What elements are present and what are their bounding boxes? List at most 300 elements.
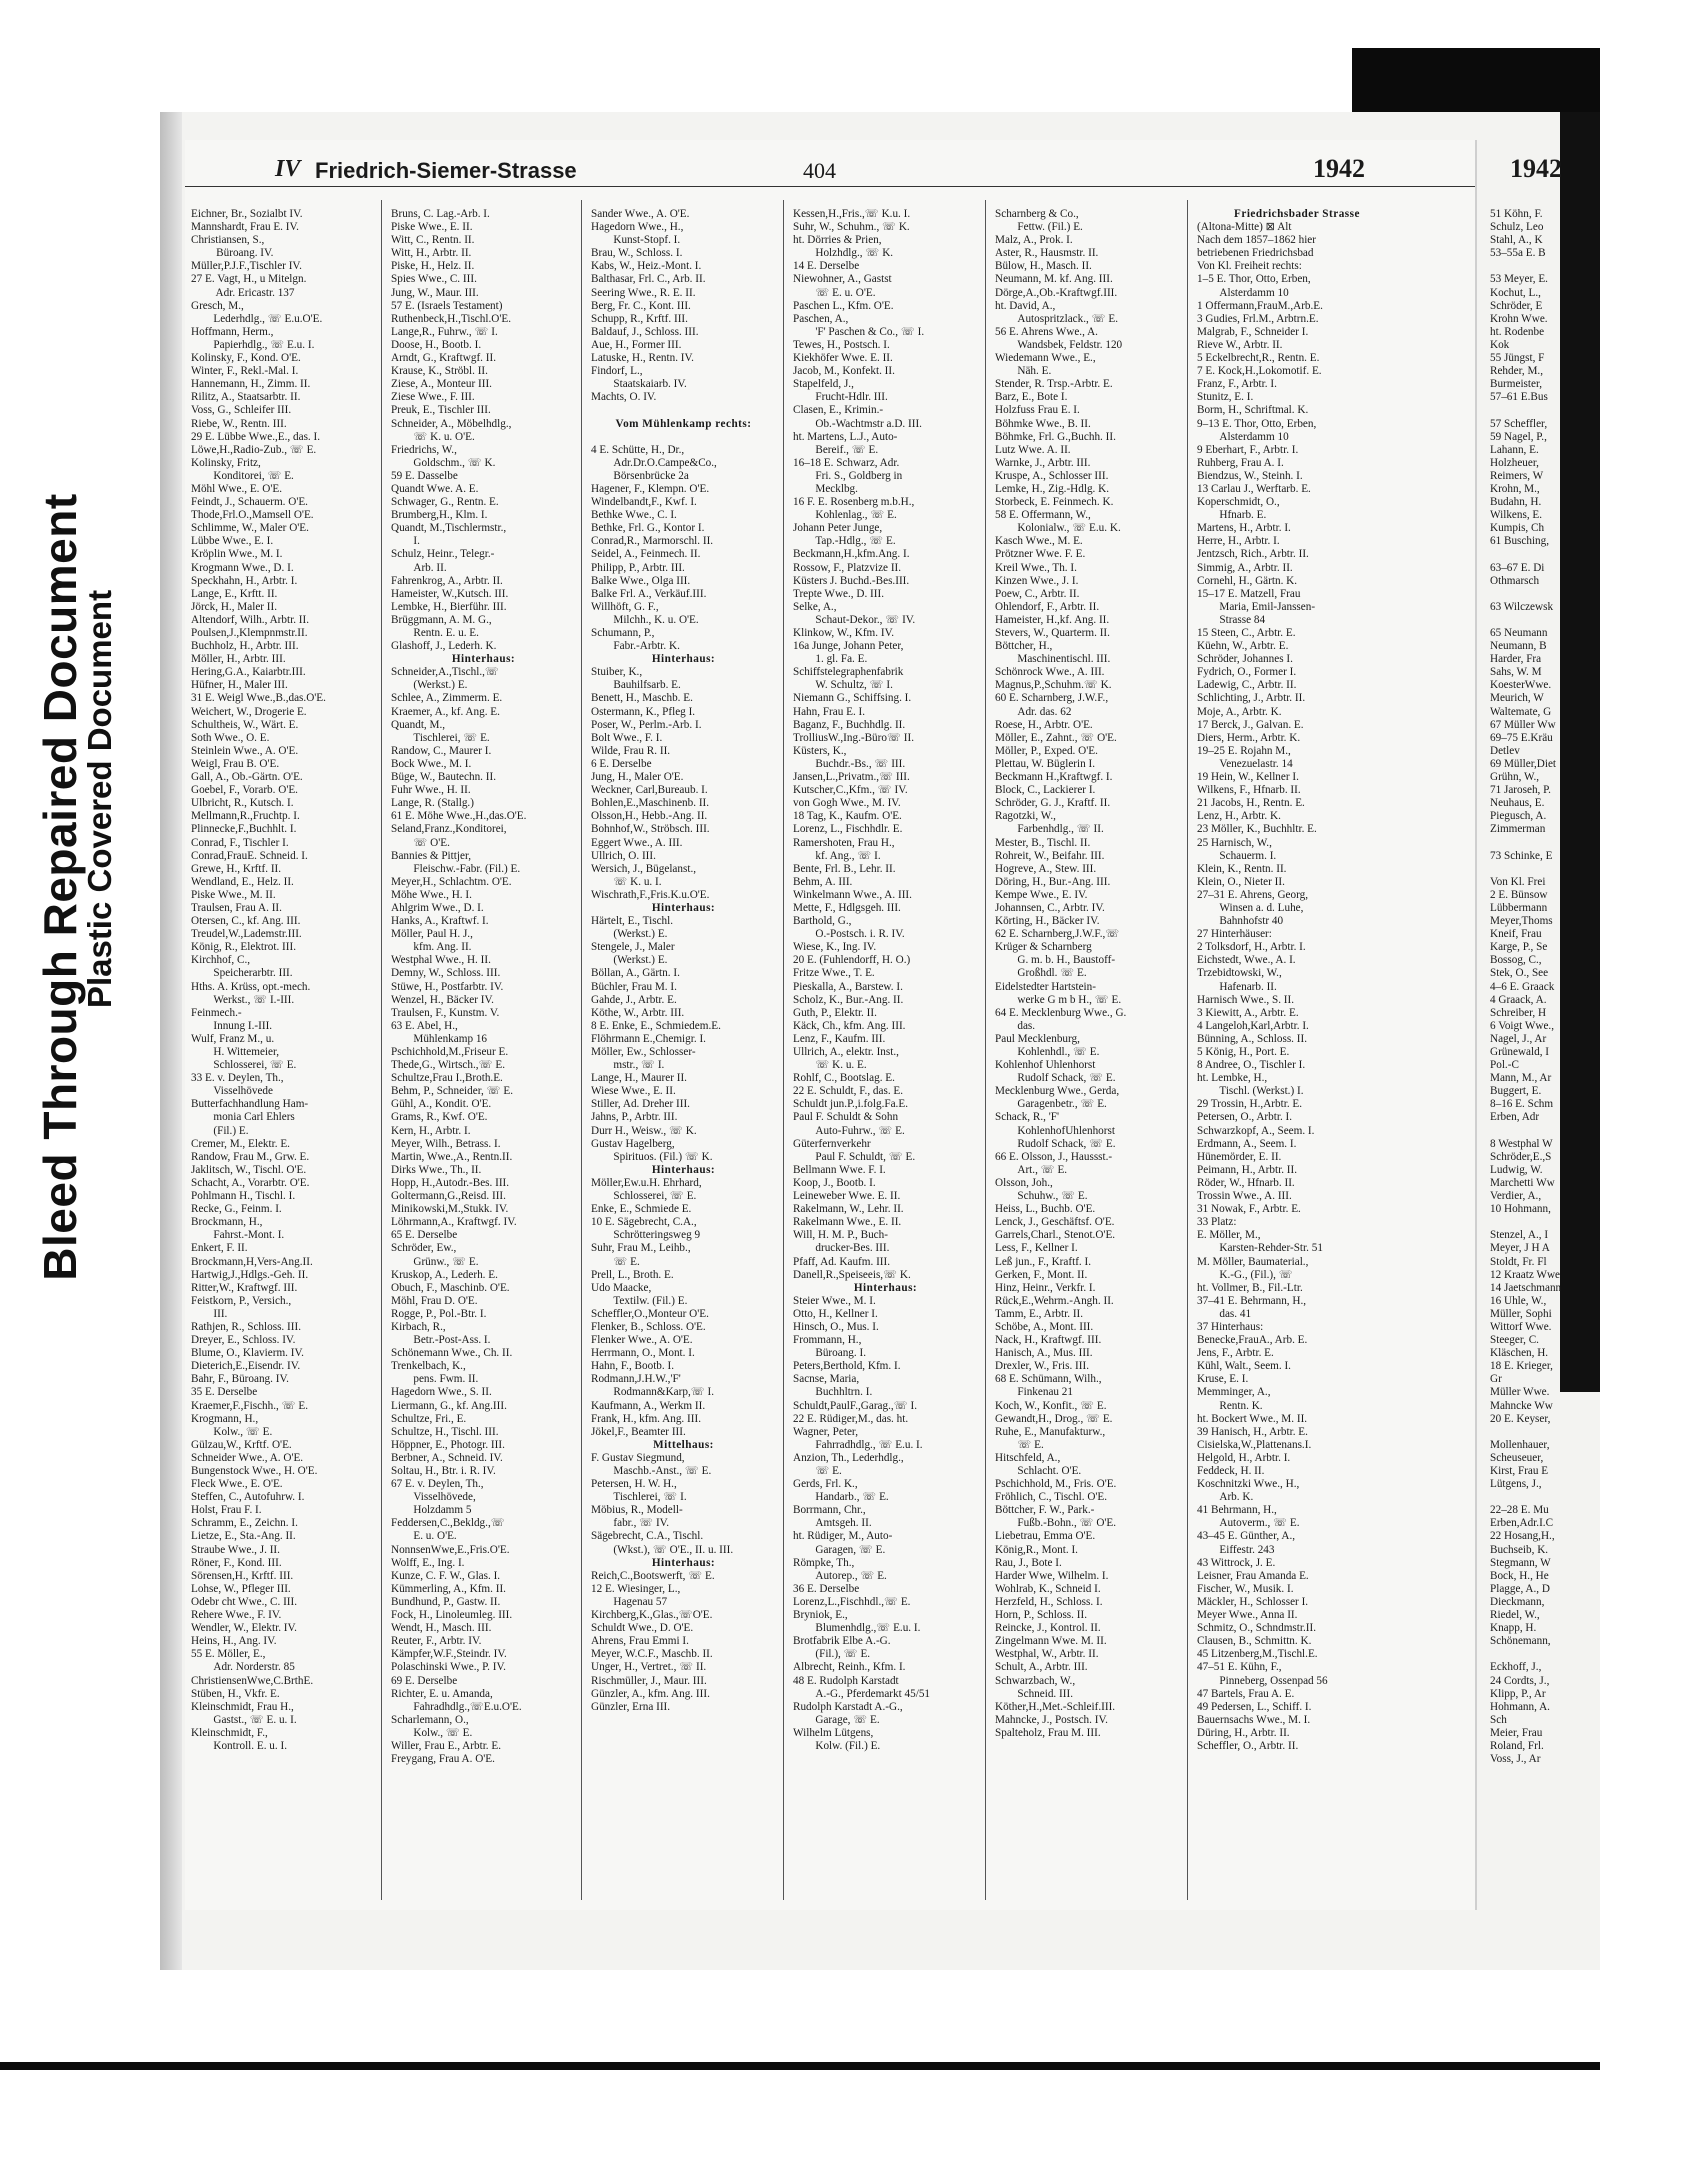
directory-entry: Buchdr.-Bs., ☏ III. (793, 757, 906, 770)
directory-entry: 22–28 E. Mu (1490, 1504, 1549, 1517)
directory-entry: Piske, H., Helz. II. (391, 260, 475, 273)
directory-entry: Liermann, G., kf. Ang.III. (391, 1399, 507, 1412)
directory-entry: Müller Wwe. (1490, 1386, 1550, 1399)
directory-entry: Jacob, M., Konfekt. II. (793, 365, 895, 378)
directory-entry: Will, H. M. P., Buch- (793, 1229, 888, 1242)
directory-entry: Schröder,E.,S (1490, 1150, 1552, 1163)
directory-entry (591, 404, 776, 417)
directory-entry: Holzfuss Frau E. I. (995, 404, 1080, 417)
directory-entry: Johannsen, C., Arbtr. IV. (995, 901, 1105, 914)
directory-entry: Schuldt jun.P.,i.folg.Fa.E. (793, 1098, 908, 1111)
directory-entry: Dieterich,E.,Eisendr. IV. (191, 1360, 301, 1373)
directory-entry: Feddeck, H. II. (1197, 1465, 1265, 1477)
directory-entry: Bohnhof,W., Ströbsch. III. (591, 823, 710, 836)
directory-entry: Rehere Wwe., F. IV. (191, 1609, 282, 1622)
directory-entry: Möller,Ew.u.H. Ehrhard, (591, 1176, 702, 1189)
directory-entry: Rakelmann, W., Lehr. II. (793, 1203, 904, 1216)
directory-entry: Hagenau 57 (591, 1595, 668, 1608)
directory-entry: Hinterhaus: (651, 1163, 716, 1176)
directory-entry: Müller, Sophi (1490, 1307, 1552, 1320)
directory-entry: Stuiber, K., (591, 666, 643, 679)
directory-entry: Bellmann Wwe. F. I. (793, 1163, 886, 1176)
directory-entry: 57–61 E.Bus (1490, 391, 1548, 404)
directory-entry: Ohlendorf, F., Arbtr. II. (995, 600, 1100, 613)
directory-entry: Eggert Wwe., A. III. (591, 836, 683, 849)
directory-entry: ☏ K. u. E. (793, 1059, 867, 1072)
directory-entry: Prötzner Wwe. F. E. (995, 548, 1086, 561)
directory-entry: Jentzsch, Rich., Arbtr. II. (1197, 548, 1309, 561)
directory-entry: Baldauf, J., Schloss. III. (591, 325, 699, 338)
directory-entry: Rodmann,J.H.W.,'F' (591, 1373, 681, 1386)
adjacent-page-fragment (1490, 140, 1562, 1766)
directory-entry: Kempe Wwe., E. IV. (995, 888, 1088, 901)
directory-entry: Leisner, Frau Amanda E. (1197, 1569, 1309, 1582)
directory-entry: 7 E. Kock,H.,Lokomotif. E. (1197, 365, 1322, 378)
directory-entry: Gall, A., Ob.-Gärtn. O'E. (191, 771, 303, 784)
directory-entry: Tamm, E., Arbtr. II. (995, 1307, 1084, 1320)
directory-entry: Rentn. K. (1197, 1399, 1263, 1412)
directory-entry: 18 Tag, K., Kaufm. O'E. (793, 810, 902, 823)
directory-entry: Beckmann,H.,kfm.Ang. I. (793, 548, 910, 561)
directory-entry: O.-Postsch. i. R. IV. (793, 928, 905, 941)
directory-entry: Frucht-Hdlr. III. (793, 391, 888, 404)
directory-entry: Lübbermann (1490, 901, 1548, 914)
directory-entry: Handarb., ☏ E. (793, 1491, 889, 1504)
directory-entry: Block, C., Lackierer I. (995, 784, 1096, 797)
directory-entry: Balke Wwe., Olga III. (591, 574, 691, 587)
directory-entry: Wagner, Peter, (793, 1425, 858, 1438)
directory-entry: Willhöft, G. F., (591, 600, 659, 613)
directory-entry: Ramershoten, Frau H., (793, 836, 895, 849)
directory-entry: Pfaff, Ad. Kaufm. III. (793, 1255, 891, 1268)
directory-entry: Wiese Wwe., E. II. (591, 1085, 676, 1098)
directory-entry: Friedrichsbader Strasse (1234, 208, 1360, 220)
directory-entry: 4 Graack, A. (1490, 993, 1547, 1006)
directory-entry: ht. David, A., (995, 299, 1056, 312)
directory-entry: Paschen L., Kfm. O'E. (793, 299, 894, 312)
directory-entry: Rossow, F., Platzvize II. (793, 561, 902, 574)
directory-entry: Ullrich, A., elektr. Inst., (793, 1046, 899, 1058)
directory-entry: Brau, W., Schloss. I. (591, 247, 683, 260)
directory-entry: 65 E. Derselbe (391, 1229, 458, 1242)
directory-entry: Schreiber, H (1490, 1006, 1547, 1019)
directory-entry: Konditorei, ☏ E. (191, 469, 294, 482)
directory-entry: Clasen, E., Krimin.- (793, 404, 884, 417)
directory-entry: Schultze, H., Tischl. III. (391, 1425, 499, 1438)
directory-entry: Hameister, W.,Kutsch. III. (391, 587, 509, 600)
directory-entry: Lorenz, L., Fischhdlr. E. (793, 823, 903, 836)
directory-entry: ht. Martens, L.J., Auto- (793, 430, 898, 443)
directory-entry: Franz, F., Arbtr. I. (1197, 378, 1277, 391)
directory-entry: Wenzel, H., Bäcker IV. (391, 993, 494, 1006)
directory-entry: Fahrradhdlg., ☏ E.u. I. (793, 1438, 923, 1451)
directory-entry: Harder Wwe, Wilhelm. I. (995, 1569, 1109, 1582)
directory-entry: 20 E. Keyser, (1490, 1412, 1551, 1425)
directory-entry: Eiffestr. 243 (1197, 1543, 1275, 1556)
directory-entry: Schönrock Wwe., A. III. (995, 666, 1105, 679)
directory-entry: Thode,Frl.O.,Mamsell O'E. (191, 509, 314, 522)
directory-entry: Reich,C.,Bootswerft, ☏ E. (591, 1569, 715, 1582)
directory-entry: Büroang. IV. (191, 247, 274, 260)
directory-entry: Lange, H., Maurer II. (591, 1072, 687, 1085)
directory-entry: Rogge, P., Pol.-Btr. I. (391, 1307, 487, 1320)
directory-entry: Schlimme, W., Maler O'E. (191, 522, 309, 535)
directory-entry: Trenkelbach, K., (391, 1360, 466, 1373)
directory-entry: Westphal Wwe., H. II. (391, 954, 491, 967)
directory-entry: Jung, W., Maur. III. (391, 286, 479, 299)
directory-entry: Plinnecke,F.,Buchhlt. I. (191, 823, 297, 836)
directory-entry: Hoffmann, Herm., (191, 325, 274, 338)
directory-entry: Wilkens, E. (1490, 509, 1543, 522)
directory-entry: 59 E. Dasselbe (391, 469, 458, 482)
directory-column-2 (391, 208, 576, 1898)
directory-entry: 61 E. Möhe Wwe.,H.,das.O'E. (391, 810, 527, 823)
directory-entry: Rathjen, R., Schloss. III. (191, 1320, 302, 1333)
directory-entry: Liebetrau, Emma O'E. (995, 1530, 1096, 1543)
directory-entry: Grühn, W., (1490, 771, 1540, 784)
directory-entry: Westphal, W., Arbtr. II. (995, 1648, 1099, 1661)
directory-entry: 36 E. Derselbe (793, 1582, 860, 1595)
directory-entry: 16–18 E. Schwarz, Adr. (793, 456, 900, 469)
directory-entry: Hanisch, A., Mus. III. (995, 1347, 1093, 1360)
directory-entry: Winsen a. d. Luhe, (1197, 901, 1304, 914)
directory-entry: Hohmann, A. (1490, 1700, 1550, 1713)
directory-entry: 25 Harnisch, W., (1197, 836, 1272, 849)
directory-entry: 12 E. Wiesinger, L., (591, 1582, 681, 1595)
adjacent-column (1490, 208, 1690, 1766)
directory-entry: König, R., Elektrot. III. (191, 941, 297, 954)
directory-entry: Soth Wwe., O. E. (191, 731, 270, 744)
directory-entry: Büchler, Frau M. I. (591, 980, 677, 993)
directory-entry: Conrad,R., Marmorschl. II. (591, 535, 714, 548)
directory-entry: E. Möller, M., (1197, 1229, 1261, 1242)
directory-entry: Biendzus, W., Steinh. I. (1197, 469, 1303, 482)
directory-entry: Olsson, Joh., (995, 1176, 1053, 1189)
directory-entry: Lembke, H., Bierführ. III. (391, 600, 507, 613)
directory-entry: Kolw., ☏ E. (391, 1726, 473, 1739)
directory-entry: Buchseib, K. (1490, 1543, 1549, 1556)
directory-entry: betriebenen Friedrichsbad (1197, 247, 1314, 260)
directory-entry: Günzler, Erna III. (591, 1700, 671, 1713)
directory-entry: Steier Wwe., M. I. (793, 1294, 876, 1307)
directory-entry: Krohn, M., (1490, 482, 1540, 495)
directory-entry: Meyer, J H A (1490, 1242, 1550, 1255)
directory-entry: ht. Dörries & Prien, (793, 234, 882, 247)
directory-entry: Kok (1490, 338, 1510, 351)
directory-entry: Koschnitzki Wwe., H., (1197, 1478, 1300, 1491)
directory-entry: Fahrst.-Mont. I. (191, 1229, 285, 1242)
directory-entry: 63–67 E. Di (1490, 561, 1545, 574)
directory-entry: 53–55a E. B (1490, 247, 1546, 260)
directory-entry: 73 Schinke, E (1490, 849, 1553, 862)
directory-entry: Bannies & Pittjer, (391, 849, 472, 862)
directory-entry: Guth, P., Elektr. II. (793, 1006, 877, 1019)
directory-entry: Stunitz, E. I. (1197, 391, 1254, 404)
directory-entry: Hinterhaus: (651, 901, 716, 914)
directory-entry: Böllan, A., Gärtn. I. (591, 967, 680, 980)
directory-entry: K.-G., (Fil.), ☏ (1197, 1268, 1293, 1281)
directory-entry: König,R., Mont. I. (995, 1543, 1078, 1556)
directory-entry: Schröder, E (1490, 299, 1543, 312)
directory-entry: Kohlenhdl., ☏ E. (995, 1046, 1100, 1058)
directory-entry: Piske Wwe., M. II. (191, 888, 276, 901)
directory-entry: 56 E. Ahrens Wwe., A. (995, 325, 1098, 338)
directory-entry: KoesterWwe. (1490, 679, 1552, 692)
directory-entry: mstr., ☏ I. (591, 1059, 665, 1072)
directory-entry: Kirchberg,K.,Glas.,☏O'E. (591, 1609, 713, 1622)
directory-entry: Scholz, K., Bur.-Ang. II. (793, 993, 904, 1006)
directory-entry: 71 Jaroseh, P. (1490, 784, 1551, 797)
directory-entry: Bungenstock Wwe., H. O'E. (191, 1465, 318, 1477)
directory-entry: Steinlein Wwe., A. O'E. (191, 744, 299, 757)
directory-entry: Erdmann, A., Seem. I. (1197, 1137, 1297, 1150)
directory-entry: Ziese Wwe., F. III. (391, 391, 475, 404)
directory-entry: Mellmann,R.,Fruchtp. I. (191, 810, 300, 823)
directory-entry: Güterfernverkehr (793, 1137, 871, 1150)
directory-entry: Autospritzlack., ☏ E. (995, 312, 1119, 325)
directory-entry: Bethke Wwe., C. I. (591, 509, 677, 522)
directory-entry: Jung, H., Maler O'E. (591, 771, 684, 784)
directory-entry: Schumann, P., (591, 627, 655, 639)
directory-entry: Tewes, H., Postsch. I. (793, 338, 890, 351)
directory-entry: Rudolph Karstadt A.-G., (793, 1700, 903, 1713)
bleed-through-label: Bleed Through Repaired Document (34, 493, 86, 1281)
directory-entry: Rieve W., Arbtr. II. (1197, 338, 1283, 351)
directory-entry: Reincke, J., Kontrol. II. (995, 1622, 1101, 1635)
directory-entry: Hopp, H.,Autodr.-Bes. III. (391, 1176, 510, 1189)
directory-entry: Feddersen,C.,Bekldg.,☏ (391, 1517, 505, 1530)
directory-entry: Hinsch, O., Mus. I. (793, 1320, 879, 1333)
directory-entry: Vom Mühlenkamp rechts: (615, 417, 752, 430)
directory-entry: Behm, P., Schneider, ☏ E. (391, 1085, 513, 1098)
directory-entry: Gerken, F., Mont. II. (995, 1268, 1088, 1281)
directory-entry: Malz, A., Prok. I. (995, 234, 1073, 247)
directory-entry: 9–13 E. Thor, Otto, Erben, (1197, 417, 1317, 430)
directory-entry: Traulsen, Frau A. II. (191, 901, 282, 914)
directory-entry: Budahn, H. (1490, 496, 1542, 509)
directory-entry: Neuhaus, E. (1490, 797, 1545, 810)
directory-entry: 66 E. Olsson, J., Haussst.- (995, 1150, 1113, 1163)
directory-entry: Dirks Wwe., Th., II. (391, 1163, 482, 1176)
directory-entry: Udo Maacke, (591, 1281, 652, 1294)
directory-entry: 27 Hinterhäuser: (1197, 928, 1272, 941)
directory-entry: Hths. A. Krüss, opt.-mech. (191, 980, 311, 993)
directory-entry: (Altona-Mitte) ⊠ Alt (1197, 221, 1292, 234)
directory-entry: Bock, H., He (1490, 1569, 1549, 1582)
directory-entry: Mittelhaus: (653, 1438, 714, 1451)
directory-entry: Schult, A., Arbtr. III. (995, 1661, 1088, 1674)
directory-entry: Koch, W., Konfit., ☏ E. (995, 1399, 1107, 1412)
directory-entry: Kirst, Frau E (1490, 1465, 1549, 1477)
directory-entry: Koop, J., Bootb. I. (793, 1176, 876, 1189)
directory-entry: Hering,G.A., Kaiarbtr.III. (191, 666, 306, 679)
directory-entry: Aue, H., Former III. (591, 338, 682, 351)
column-rule (985, 200, 986, 1900)
directory-entry: Stender, R. Trsp.-Arbtr. E. (995, 378, 1113, 391)
directory-entry: 69 E. Derselbe (391, 1674, 458, 1687)
directory-entry: Piegusch, A. (1490, 810, 1547, 823)
directory-entry: F. Gustav Siegmund, (591, 1451, 685, 1464)
directory-entry: Klipp, P., Ar (1490, 1687, 1546, 1700)
directory-entry: 47–51 E. Kühn, F., (1197, 1661, 1282, 1674)
directory-entry: Waltemate, G (1490, 705, 1552, 718)
directory-entry: Holzheuer, (1490, 456, 1539, 469)
directory-entry: Meurich, W (1490, 692, 1544, 705)
directory-entry: Küsters, K., (793, 744, 847, 757)
directory-entry: Barthold, G., (793, 915, 852, 928)
district-numeral: IV (275, 156, 301, 182)
directory-entry: Stüwe, H., Postfarbtr. IV. (391, 980, 504, 993)
directory-entry: Alsterdamm 10 (1197, 286, 1289, 299)
directory-entry: Aster, R., Hausmstr. II. (995, 247, 1099, 260)
directory-entry: Böttcher, H., (995, 640, 1053, 653)
directory-entry: Zingelmann Wwe. M. II. (995, 1635, 1107, 1648)
directory-entry: Feistkorn, P., Versich., (191, 1294, 292, 1307)
directory-entry: 31 E. Weigl Wwe.,B.,das.O'E. (191, 692, 326, 705)
directory-entry (1490, 548, 1690, 561)
directory-entry: Meyer, W.C.F., Maschb. II. (591, 1648, 713, 1661)
directory-entry: Krause, K., Ströbl. II. (391, 365, 488, 378)
directory-entry (1490, 588, 1690, 601)
directory-entry: 63 E. Abel, H., (391, 1019, 458, 1032)
directory-entry: Tischl. (Werkst.) I. (1197, 1085, 1304, 1098)
directory-entry: Stenzel, A., I (1490, 1229, 1549, 1242)
directory-entry: TrolliusW.,Ing.-Büro☏ II. (793, 731, 915, 744)
directory-entry: Kraemer, A., kf. Ang. E. (391, 705, 500, 718)
directory-entry: Stapelfeld, J., (793, 378, 854, 391)
directory-entry: Seidel, A., Feinmech. II. (591, 548, 701, 561)
directory-entry: Freygang, Frau A. O'E. (391, 1753, 495, 1766)
directory-entry: Adr.Dr.O.Campe&Co., (591, 456, 717, 469)
directory-entry: Meyer,H., Schlachtm. O'E. (391, 875, 512, 888)
directory-entry: Willer, Frau E., Arbtr. E. (391, 1739, 502, 1752)
directory-entry: Scharnberg & Co., (995, 208, 1079, 220)
directory-entry: 13 Carlau J., Werftarb. E. (1197, 482, 1311, 495)
directory-entry: kf. Ang., ☏ I. (793, 849, 881, 862)
directory-entry: Von Kl. Frei (1490, 875, 1546, 888)
directory-entry: Bauernsachs Wwe., M. I. (1197, 1713, 1311, 1726)
directory-entry: Rilitz, A., Staatsarbtr. II. (191, 391, 301, 404)
directory-entry: Bundhund, P., Gastw. II. (391, 1595, 501, 1608)
directory-entry: Rudolf Schack, ☏ E. (995, 1137, 1116, 1150)
directory-entry: Höppner, E., Photogr. III. (391, 1438, 505, 1451)
directory-entry: Doose, H., Bootb. I. (391, 338, 482, 351)
directory-entry: ☏ E. (995, 1438, 1044, 1451)
directory-entry: Ob.-Wachtmstr a.D. III. (793, 417, 922, 430)
directory-entry: Büroang. I. (793, 1347, 867, 1360)
directory-entry: 60 E. Scharnberg, J.W.F., (995, 692, 1109, 705)
directory-entry: Kinzen Wwe., J. I. (995, 574, 1079, 587)
directory-entry: Spirituos. (Fil.) ☏ K. (591, 1150, 713, 1163)
directory-entry (1490, 1216, 1690, 1229)
directory-entry: 21 Jacobs, H., Rentn. E. (1197, 797, 1305, 810)
directory-entry: Visselhövede, (391, 1491, 476, 1504)
directory-entry: Wittorf Wwe. (1490, 1320, 1552, 1333)
directory-entry: Hüfner, H., Maler III. (191, 679, 288, 692)
directory-entry: Fleck Wwe., E. O'E. (191, 1478, 283, 1491)
directory-entry: Clausen, B., Schmittn. K. (1197, 1635, 1312, 1648)
directory-entry: Flöhrmann E.,Chemigr. I. (591, 1032, 706, 1045)
directory-entry: Stek, O., See (1490, 967, 1549, 980)
directory-entry: Pschichhold, M., Fris. O'E. (995, 1478, 1117, 1491)
directory-entry: Schultze,Frau I.,Broth.E. (391, 1072, 503, 1085)
directory-entry: Otto, H., Kellner I. (793, 1307, 878, 1320)
directory-entry: Hagedorn Wwe., H., (591, 221, 684, 234)
directory-entry: ☏ E. u. O'E. (793, 286, 876, 299)
directory-entry: Nack, H., Kraftwgf. III. (995, 1334, 1102, 1347)
directory-entry: 43 Wittrock, J. E. (1197, 1556, 1276, 1569)
directory-entry: Hafenarb. II. (1197, 980, 1277, 993)
directory-entry (591, 431, 776, 444)
directory-entry: 9 Eberhart, F., Arbtr. I. (1197, 443, 1299, 456)
directory-entry: I. (391, 535, 420, 548)
directory-entry: Conrad,FrauE. Schneid. I. (191, 849, 308, 862)
directory-entry: (Wkst.), ☏ O'E., II. u. III. (591, 1543, 734, 1556)
directory-entry: Gresch, M., (191, 299, 244, 312)
directory-entry: Wendland, E., Helz. II. (191, 875, 294, 888)
directory-entry: Möhl, Frau D. O'E. (391, 1294, 478, 1307)
directory-entry: Warnke, J., Arbtr. III. (995, 456, 1091, 469)
directory-entry: Finkenau 21 (995, 1386, 1073, 1399)
directory-entry: Großhdl. ☏ E. (995, 967, 1087, 980)
directory-entry: Schultze, Fri., E. (391, 1412, 467, 1425)
directory-entry: 8 Andree, O., Tischler I. (1197, 1059, 1306, 1072)
directory-entry: 8 Westphal W (1490, 1137, 1553, 1150)
directory-entry: Kolw., ☏ E. (191, 1425, 273, 1438)
directory-entry: 6 E. Derselbe (591, 757, 652, 770)
directory-entry: Goebel, F., Vorarb. O'E. (191, 784, 298, 797)
directory-entry: Mahncke Ww (1490, 1399, 1553, 1412)
directory-entry: 57 Scheffler, (1490, 417, 1548, 430)
directory-entry: Schack, R., 'F' (995, 1111, 1060, 1124)
directory-entry: Schwarzkopf, A., Seem. I. (1197, 1124, 1315, 1137)
directory-entry: Hitschfeld, A., (995, 1451, 1061, 1464)
directory-entry: 33 Platz: (1197, 1216, 1237, 1229)
directory-entry: Ruhe, E., Manufakturw., (995, 1425, 1106, 1438)
directory-entry: das. (995, 1019, 1036, 1032)
directory-page (185, 140, 1475, 1910)
directory-entry: Lange, R. (Stallg.) (391, 797, 474, 810)
directory-entry: Quandt, M.,Tischlermstr., (391, 522, 507, 535)
directory-entry: Hannemann, H., Zimm. II. (191, 378, 311, 391)
directory-entry: Harder, Fra (1490, 653, 1542, 666)
directory-entry: Meier, Frau (1490, 1726, 1543, 1739)
directory-entry: Suhr, Frau M., Leihb., (591, 1242, 691, 1255)
directory-entry: 65 Neumann (1490, 627, 1548, 639)
directory-entry: Lietze, E., Sta.-Ang. II. (191, 1530, 296, 1543)
directory-entry: Stoldt, Fr. Fl (1490, 1255, 1547, 1268)
directory-entry: ht. Bockert Wwe., M. II. (1197, 1412, 1308, 1425)
directory-entry: Martens, H., Arbtr. I. (1197, 522, 1291, 535)
directory-entry (1490, 1125, 1690, 1138)
directory-entry: Gerds, Frl. K., (793, 1478, 858, 1491)
directory-entry: Frank, H., kfm. Ang. III. (591, 1412, 701, 1425)
directory-entry: (Fil.) E. (191, 1124, 249, 1137)
directory-entry: Christiansen, S., (191, 234, 265, 247)
directory-entry: Herzfeld, H., Schloss. I. (995, 1595, 1103, 1608)
directory-entry: Straube Wwe., J. II. (191, 1543, 280, 1556)
directory-entry: Kumpis, Ch (1490, 522, 1545, 535)
directory-entry: Niemann G., Schiffsing. I. (793, 692, 912, 705)
directory-entry: Goldschm., ☏ K. (391, 456, 496, 469)
directory-entry: Bethke, Frl. G., Kontor I. (591, 522, 705, 535)
directory-entry: Borm, H., Schriftmal. K. (1197, 404, 1309, 417)
directory-entry: 1–5 E. Thor, Otto, Erben, (1197, 273, 1311, 286)
directory-entry: Schupp, R., Krftf. III. (591, 312, 688, 325)
directory-entry: 31 Nowak, F., Arbtr. E. (1197, 1203, 1301, 1216)
directory-entry: Kolw. (Fil.) E. (793, 1739, 881, 1752)
directory-entry: Wohlrab, K., Schneid I. (995, 1582, 1101, 1595)
